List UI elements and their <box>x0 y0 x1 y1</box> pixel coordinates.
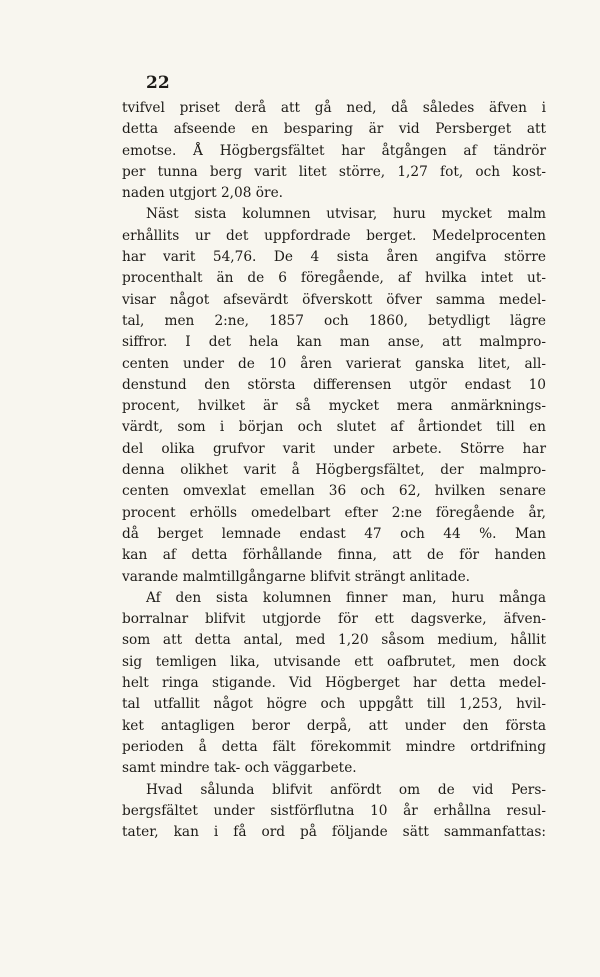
text-line: siffror. I det hela kan man anse, att malmpro- <box>122 334 546 351</box>
text-line: centen omvexlat emellan 36 och 62, hvilken senare <box>122 483 546 500</box>
text-line: centen under de 10 åren varierat ganska litet, all- <box>122 355 546 372</box>
text-line: då berget lemnade endast 47 och 44 %. Man <box>122 525 546 542</box>
text-line: procent erhölls omedelbart efter 2:ne föregående år, <box>122 504 546 521</box>
text-line: denna olikhet varit å Högbergsfältet, der malmpro- <box>122 462 546 479</box>
text-line: bergsfältet under sistförflutna 10 år erhållna resul- <box>122 802 546 819</box>
text-line: procenthalt än de 6 föregående, af hvilka intet ut- <box>122 270 546 287</box>
text-line: Af den sista kolumnen finner man, huru många <box>146 589 546 606</box>
text-line: sig temligen lika, utvisande ett oafbrutet, men dock <box>122 653 546 670</box>
text-line: tal utfallit något högre och uppgått till 1,253, hvil- <box>122 696 546 713</box>
text-line: naden utgjort 2,08 öre. <box>122 185 284 202</box>
text-line: tvifvel priset derå att gå ned, då således äfven i <box>122 100 546 116</box>
text-line: kan af detta förhållande finna, att de för handen <box>122 547 546 564</box>
text-line: ket antagligen beror derpå, att under den första <box>122 717 546 734</box>
text-line: Näst sista kolumnen utvisar, huru mycket malm <box>146 206 546 223</box>
text-line: varande malmtillgångarne blifvit strängt anlitade. <box>122 568 471 585</box>
text-line: samt mindre tak- och väggarbete. <box>122 760 357 777</box>
text-line: som att detta antal, med 1,20 såsom medium, hållit <box>122 632 546 649</box>
text-line: del olika grufvor varit under arbete. Större har <box>122 440 546 457</box>
text-line: värdt, som i början och slutet af årtiondet till en <box>122 419 546 436</box>
text-line: helt ringa stigande. Vid Högberget har detta medel- <box>122 675 546 692</box>
text-line: borralnar blifvit utgjorde för ett dagsverke, äfven- <box>122 611 546 628</box>
text-line: denstund den största differensen utgör endast 10 <box>122 376 546 393</box>
text-line: detta afseende en besparing är vid Persberget att <box>122 121 546 138</box>
text-line: procent, hvilket är så mycket mera anmärknings- <box>122 398 546 415</box>
body-text <box>122 98 546 843</box>
text-line: Hvad sålunda blifvit anfördt om de vid Pers- <box>146 781 546 798</box>
text-line: erhållits ur det uppfordrade berget. Medelprocenten <box>122 227 546 244</box>
text-line: perioden å detta fält förekommit mindre ortdrifning <box>122 738 546 755</box>
text-line: tal, men 2:ne, 1857 och 1860, betydligt lägre <box>122 312 546 329</box>
text-line: tater, kan i få ord på följande sätt sammanfattas: <box>122 824 546 841</box>
text-line: per tunna berg varit litet större, 1,27 fot, och kost- <box>122 163 546 180</box>
page-number: 22 <box>146 73 170 93</box>
text-line: emotse. Å Högbergsfältet har åtgången af tändrör <box>122 142 546 159</box>
text-line: visar något afsevärdt öfverskott öfver samma medel- <box>122 291 546 308</box>
text-line: har varit 54,76. De 4 sista åren angifva större <box>122 249 546 266</box>
